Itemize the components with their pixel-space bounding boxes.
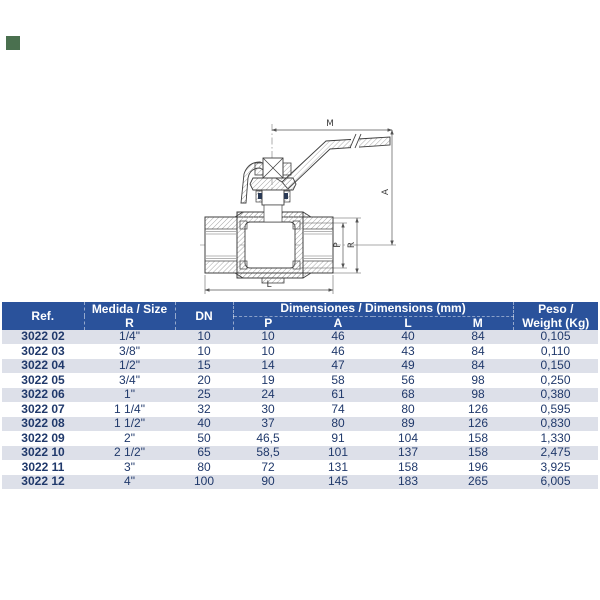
stem-seal-left bbox=[258, 193, 262, 199]
cell-m: 126 bbox=[443, 402, 513, 417]
table-row bbox=[2, 460, 598, 475]
cell-m: 84 bbox=[443, 359, 513, 374]
cell-size: 1" bbox=[84, 388, 175, 403]
cell-size: 3/8" bbox=[84, 344, 175, 359]
cell-a: 61 bbox=[303, 388, 373, 403]
cell-p: 58,5 bbox=[233, 446, 303, 461]
cell-m: 98 bbox=[443, 373, 513, 388]
cell-l: 158 bbox=[373, 460, 443, 475]
col-header-ref: Ref. bbox=[2, 302, 84, 330]
cell-weight: 1,330 bbox=[513, 431, 598, 446]
cell-ref: 3022 11 bbox=[2, 460, 84, 475]
cell-ref: 3022 03 bbox=[2, 344, 84, 359]
cell-l: 89 bbox=[373, 417, 443, 432]
cell-l: 40 bbox=[373, 330, 443, 344]
col-subheader-p: P bbox=[233, 316, 303, 330]
cell-ref: 3022 07 bbox=[2, 402, 84, 417]
cell-a: 58 bbox=[303, 373, 373, 388]
cell-a: 46 bbox=[303, 330, 373, 344]
cell-m: 84 bbox=[443, 330, 513, 344]
cell-p: 46,5 bbox=[233, 431, 303, 446]
table-row bbox=[2, 417, 598, 432]
cell-p: 37 bbox=[233, 417, 303, 432]
table-row bbox=[2, 446, 598, 461]
accent-square bbox=[6, 36, 20, 50]
cell-ref: 3022 12 bbox=[2, 475, 84, 490]
cell-dn: 15 bbox=[175, 359, 233, 374]
cell-m: 84 bbox=[443, 344, 513, 359]
cell-size: 1/2" bbox=[84, 359, 175, 374]
cell-l: 56 bbox=[373, 373, 443, 388]
cell-weight: 0,830 bbox=[513, 417, 598, 432]
col-header-dimensions-group: Dimensiones / Dimensions (mm) bbox=[233, 302, 513, 316]
cell-size: 3/4" bbox=[84, 373, 175, 388]
cell-p: 30 bbox=[233, 402, 303, 417]
cell-dn: 25 bbox=[175, 388, 233, 403]
cell-size: 2" bbox=[84, 431, 175, 446]
cell-size: 1/4" bbox=[84, 330, 175, 344]
ball-chamber bbox=[245, 222, 295, 268]
col-subheader-r: R bbox=[84, 316, 175, 330]
cell-ref: 3022 09 bbox=[2, 431, 84, 446]
cell-m: 196 bbox=[443, 460, 513, 475]
spec-table bbox=[2, 302, 598, 490]
cell-weight: 0,150 bbox=[513, 359, 598, 374]
cell-l: 68 bbox=[373, 388, 443, 403]
cell-p: 10 bbox=[233, 330, 303, 344]
cell-size: 1 1/2" bbox=[84, 417, 175, 432]
cell-dn: 65 bbox=[175, 446, 233, 461]
dim-label-r: R bbox=[347, 241, 357, 249]
cell-p: 90 bbox=[233, 475, 303, 490]
cell-weight: 6,005 bbox=[513, 475, 598, 490]
dim-label-l: L bbox=[266, 280, 272, 290]
cell-a: 131 bbox=[303, 460, 373, 475]
cell-ref: 3022 08 bbox=[2, 417, 84, 432]
cell-size: 3" bbox=[84, 460, 175, 475]
cell-l: 80 bbox=[373, 402, 443, 417]
cell-weight: 0,380 bbox=[513, 388, 598, 403]
col-subheader-m: M bbox=[443, 316, 513, 330]
cell-dn: 80 bbox=[175, 460, 233, 475]
cell-m: 158 bbox=[443, 446, 513, 461]
cell-a: 47 bbox=[303, 359, 373, 374]
cell-m: 126 bbox=[443, 417, 513, 432]
cell-ref: 3022 06 bbox=[2, 388, 84, 403]
cell-p: 72 bbox=[233, 460, 303, 475]
cell-ref: 3022 04 bbox=[2, 359, 84, 374]
cell-a: 46 bbox=[303, 344, 373, 359]
valve-body bbox=[205, 205, 333, 283]
col-subheader-weight: Weight (Kg) bbox=[513, 316, 598, 330]
cell-a: 74 bbox=[303, 402, 373, 417]
cell-l: 183 bbox=[373, 475, 443, 490]
spec-table-wrap bbox=[2, 302, 598, 490]
col-header-size: Medida / Size bbox=[84, 302, 175, 316]
cell-weight: 0,110 bbox=[513, 344, 598, 359]
dim-label-m: M bbox=[326, 119, 334, 129]
cell-p: 14 bbox=[233, 359, 303, 374]
table-row bbox=[2, 475, 598, 490]
cell-p: 10 bbox=[233, 344, 303, 359]
table-row bbox=[2, 330, 598, 344]
col-header-dn: DN bbox=[175, 302, 233, 330]
cell-m: 98 bbox=[443, 388, 513, 403]
gland-nut bbox=[250, 178, 296, 205]
cell-m: 265 bbox=[443, 475, 513, 490]
cell-a: 101 bbox=[303, 446, 373, 461]
cell-size: 2 1/2" bbox=[84, 446, 175, 461]
table-row bbox=[2, 359, 598, 374]
cell-dn: 32 bbox=[175, 402, 233, 417]
cell-dn: 40 bbox=[175, 417, 233, 432]
cell-ref: 3022 02 bbox=[2, 330, 84, 344]
cell-a: 80 bbox=[303, 417, 373, 432]
table-row bbox=[2, 388, 598, 403]
cell-l: 137 bbox=[373, 446, 443, 461]
cell-p: 24 bbox=[233, 388, 303, 403]
cell-m: 158 bbox=[443, 431, 513, 446]
col-subheader-l: L bbox=[373, 316, 443, 330]
stem-seal-right bbox=[284, 193, 288, 199]
cell-dn: 10 bbox=[175, 330, 233, 344]
cell-weight: 3,925 bbox=[513, 460, 598, 475]
table-row bbox=[2, 402, 598, 417]
dim-label-a: A bbox=[381, 188, 391, 196]
cell-size: 4" bbox=[84, 475, 175, 490]
table-row bbox=[2, 373, 598, 388]
col-subheader-a: A bbox=[303, 316, 373, 330]
cell-ref: 3022 10 bbox=[2, 446, 84, 461]
cell-l: 43 bbox=[373, 344, 443, 359]
cell-dn: 10 bbox=[175, 344, 233, 359]
cell-a: 91 bbox=[303, 431, 373, 446]
table-row bbox=[2, 344, 598, 359]
cell-l: 49 bbox=[373, 359, 443, 374]
cell-dn: 50 bbox=[175, 431, 233, 446]
cell-l: 104 bbox=[373, 431, 443, 446]
cell-weight: 2,475 bbox=[513, 446, 598, 461]
cell-dn: 100 bbox=[175, 475, 233, 490]
cell-size: 1 1/4" bbox=[84, 402, 175, 417]
cell-weight: 0,595 bbox=[513, 402, 598, 417]
cell-weight: 0,105 bbox=[513, 330, 598, 344]
cell-ref: 3022 05 bbox=[2, 373, 84, 388]
col-header-weight: Peso / bbox=[513, 302, 598, 316]
dim-label-p: P bbox=[333, 242, 343, 248]
cell-a: 145 bbox=[303, 475, 373, 490]
cell-weight: 0,250 bbox=[513, 373, 598, 388]
ball-valve-diagram bbox=[200, 112, 400, 300]
cell-p: 19 bbox=[233, 373, 303, 388]
table-row bbox=[2, 431, 598, 446]
cell-dn: 20 bbox=[175, 373, 233, 388]
